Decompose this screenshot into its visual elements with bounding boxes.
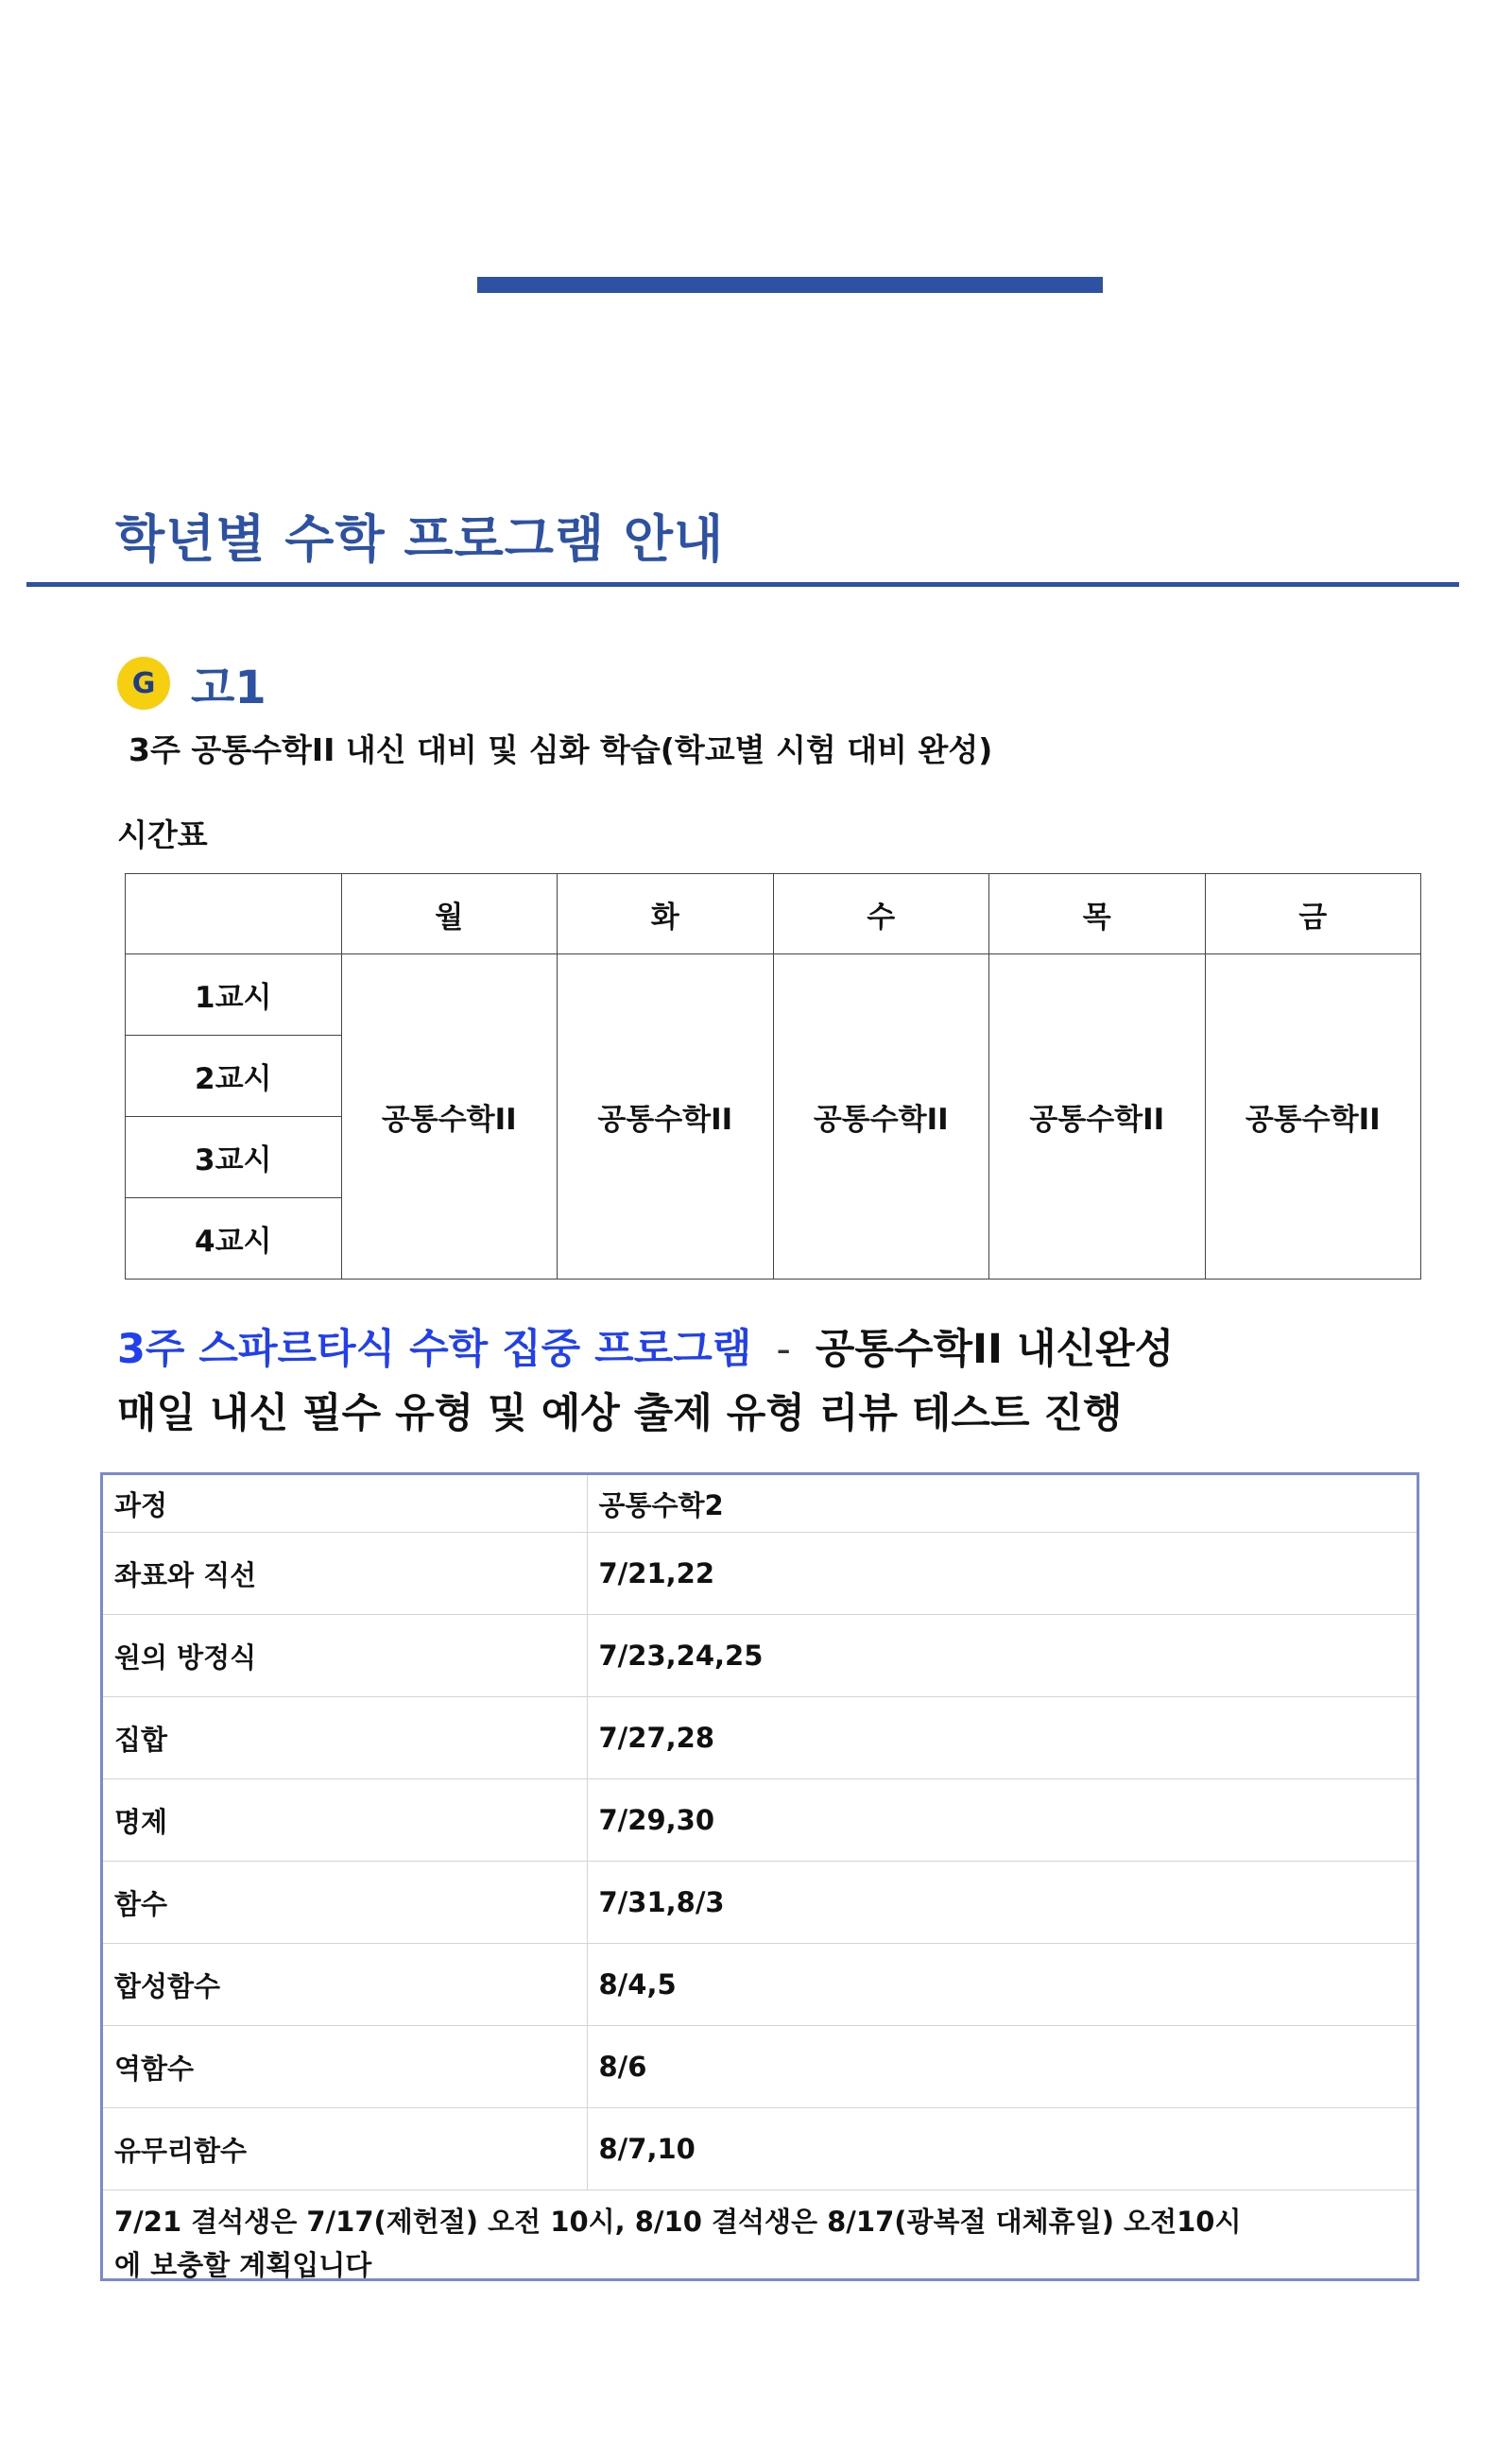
course-topic: 집합 [103, 1697, 587, 1779]
table-row [103, 1615, 1417, 1697]
schedule-title: 시간표 [117, 816, 208, 853]
subject-cell: 공통수학II [341, 954, 558, 1280]
course-dates: 8/4,5 [587, 1944, 1417, 2026]
program-description: 매일 내신 필수 유형 및 예상 출제 유형 리뷰 테스트 진행 [117, 1390, 1123, 1437]
day-header: 목 [989, 874, 1206, 954]
course-header-value: 공통수학2 [587, 1475, 1417, 1533]
schedule-row [126, 954, 1421, 1036]
grade-badge-icon: G [117, 657, 170, 710]
course-dates: 7/29,30 [587, 1779, 1417, 1862]
table-row [103, 1779, 1417, 1862]
course-dates: 8/7,10 [587, 2108, 1417, 2190]
subject-cell: 공통수학II [773, 954, 989, 1280]
course-header-label: 과정 [103, 1475, 587, 1533]
course-topic: 원의 방정식 [103, 1615, 587, 1697]
period-label: 4교시 [126, 1198, 342, 1280]
subject-cell: 공통수학II [558, 954, 774, 1280]
day-header: 화 [558, 874, 774, 954]
grade-label: 고1 [191, 661, 266, 714]
day-header: 수 [773, 874, 989, 954]
table-row [103, 2026, 1417, 2108]
course-topic: 합성함수 [103, 1944, 587, 2026]
course-topic: 명제 [103, 1779, 587, 1862]
top-accent-bar [477, 277, 1103, 293]
course-table [103, 1475, 1417, 2190]
table-row [103, 1533, 1417, 1615]
course-dates: 7/31,8/3 [587, 1862, 1417, 1944]
program-separator: - [776, 1326, 791, 1373]
course-schedule-box [100, 1472, 1419, 2281]
table-row [103, 1697, 1417, 1779]
course-dates: 7/27,28 [587, 1697, 1417, 1779]
day-header: 금 [1205, 874, 1421, 954]
program-title: 3주 스파르타식 수학 집중 프로그램 [117, 1326, 752, 1373]
course-header-row [103, 1475, 1417, 1533]
table-row [103, 2108, 1417, 2190]
grade-heading [117, 652, 266, 714]
schedule-header-row [126, 874, 1421, 954]
makeup-note [103, 2190, 1417, 2287]
day-header: 월 [341, 874, 558, 954]
table-row [103, 1944, 1417, 2026]
course-topic: 함수 [103, 1862, 587, 1944]
schedule-corner-cell [126, 874, 342, 954]
course-dates: 7/23,24,25 [587, 1615, 1417, 1697]
page-title: 학년별 수학 프로그램 안내 [115, 509, 725, 569]
course-dates: 7/21,22 [587, 1533, 1417, 1615]
title-divider [26, 582, 1459, 587]
makeup-note-line: 7/21 결석생은 7/17(제헌절) 오전 10시, 8/10 결석생은 8/17(광복절 대체휴일) 오전10시 [114, 2206, 1242, 2238]
course-topic: 좌표와 직선 [103, 1533, 587, 1615]
course-topic: 역함수 [103, 2026, 587, 2108]
schedule-table [125, 873, 1421, 1280]
program-subtitle: 공통수학II 내신완성 [815, 1326, 1175, 1373]
course-topic: 유무리함수 [103, 2108, 587, 2190]
subject-cell: 공통수학II [989, 954, 1206, 1280]
course-dates: 8/6 [587, 2026, 1417, 2108]
period-label: 3교시 [126, 1117, 342, 1198]
table-row [103, 1862, 1417, 1944]
program-heading [117, 1317, 1174, 1375]
makeup-note-line: 에 보충할 계획입니다 [114, 2249, 372, 2281]
subject-cell: 공통수학II [1205, 954, 1421, 1280]
period-label: 2교시 [126, 1036, 342, 1117]
grade-description: 3주 공통수학II 내신 대비 및 심화 학습(학교별 시험 대비 완성) [129, 731, 993, 768]
period-label: 1교시 [126, 954, 342, 1036]
